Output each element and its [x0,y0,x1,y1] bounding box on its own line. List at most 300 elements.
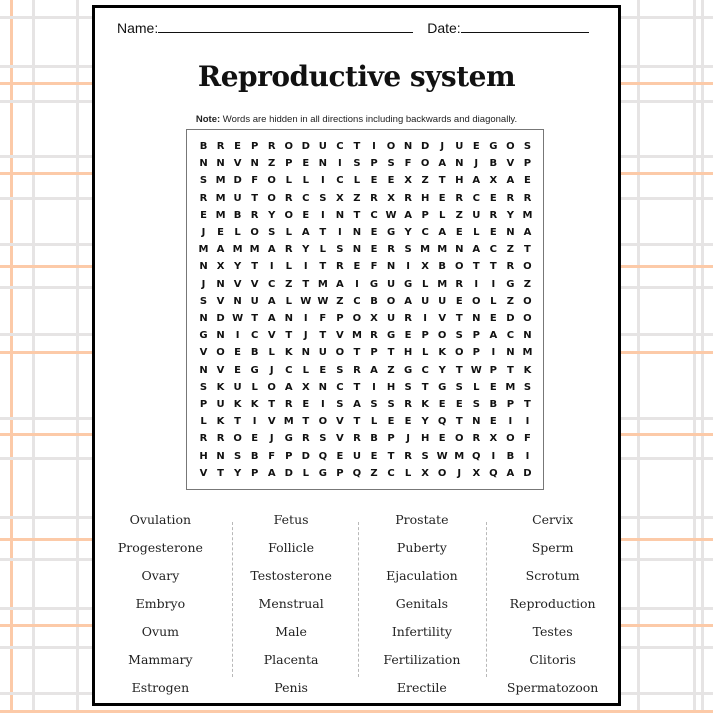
grid-letter[interactable]: P [370,347,378,359]
grid-letter[interactable]: O [420,158,430,170]
grid-letter[interactable]: T [455,416,463,428]
grid-letter[interactable]: U [233,192,242,204]
grid-letter[interactable]: N [506,347,515,359]
grid-letter[interactable]: F [370,261,378,273]
grid-letter[interactable]: C [336,175,344,187]
date-blank-line[interactable] [461,20,589,33]
grid-letter[interactable]: R [387,244,395,256]
grid-letter[interactable]: T [387,347,395,359]
grid-letter[interactable]: S [404,244,412,256]
grid-letter[interactable]: W [436,450,448,462]
grid-letter[interactable]: E [234,141,242,152]
grid-letter[interactable]: E [370,227,378,238]
grid-letter[interactable]: T [524,399,531,410]
grid-letter[interactable]: P [387,433,395,445]
grid-letter[interactable]: X [489,175,498,187]
grid-letter[interactable]: L [421,278,429,290]
grid-letter[interactable]: S [353,158,361,170]
grid-letter[interactable]: T [319,261,327,273]
grid-letter[interactable]: S [387,158,395,170]
grid-letter[interactable]: N [455,244,464,256]
grid-letter[interactable]: J [201,227,206,238]
grid-letter[interactable]: N [523,330,532,342]
grid-letter[interactable]: O [250,227,259,238]
grid-letter[interactable]: C [421,227,429,238]
grid-letter[interactable]: R [284,399,293,410]
grid-letter[interactable]: L [490,295,497,307]
grid-letter[interactable]: Z [455,209,463,221]
grid-letter[interactable]: M [283,416,294,428]
grid-letter[interactable]: N [199,364,208,376]
grid-letter[interactable]: A [404,295,412,307]
grid-letter[interactable]: K [284,347,293,359]
grid-letter[interactable]: Z [506,244,515,256]
grid-letter[interactable]: A [438,227,447,238]
grid-letter[interactable]: X [216,261,225,273]
grid-letter[interactable]: L [285,261,292,273]
grid-letter[interactable]: P [285,158,293,170]
grid-letter[interactable]: T [353,347,361,359]
grid-letter[interactable]: P [250,467,259,479]
grid-letter[interactable]: I [491,278,496,290]
grid-letter[interactable]: N [335,209,345,221]
name-blank-line[interactable] [158,20,413,33]
grid-letter[interactable]: D [523,467,532,479]
grid-letter[interactable]: U [386,278,396,290]
grid-letter[interactable]: E [302,399,310,410]
grid-letter[interactable]: K [438,347,447,359]
grid-letter[interactable]: T [421,381,429,393]
grid-letter[interactable]: I [320,175,325,187]
grid-letter[interactable]: S [523,381,532,393]
grid-letter[interactable]: M [522,209,533,221]
grid-letter[interactable]: O [352,313,362,324]
grid-letter[interactable]: F [251,175,259,187]
grid-letter[interactable]: A [267,467,276,479]
grid-letter[interactable]: L [439,209,446,221]
grid-letter[interactable]: Z [421,175,429,187]
grid-letter[interactable]: X [301,381,310,393]
grid-letter[interactable]: A [506,175,515,187]
grid-letter[interactable]: L [370,416,378,428]
grid-letter[interactable]: Q [352,467,362,479]
grid-letter[interactable]: O [233,433,242,445]
grid-letter[interactable]: D [420,141,430,152]
grid-letter[interactable]: N [216,330,225,342]
grid-letter[interactable]: O [454,261,464,273]
grid-letter[interactable]: M [317,278,328,290]
grid-letter[interactable]: R [506,192,515,204]
grid-letter[interactable]: E [302,158,310,170]
grid-letter[interactable]: B [370,295,378,307]
grid-letter[interactable]: N [233,295,242,307]
grid-letter[interactable]: E [455,295,463,307]
grid-letter[interactable]: O [284,209,293,221]
grid-letter[interactable]: S [523,141,532,152]
grid-letter[interactable]: E [489,192,497,204]
grid-letter[interactable]: G [386,330,396,342]
grid-letter[interactable]: T [251,313,259,324]
grid-letter[interactable]: E [302,209,310,221]
grid-letter[interactable]: C [472,192,480,204]
grid-letter[interactable]: U [472,209,481,221]
grid-letter[interactable]: F [404,158,412,170]
grid-letter[interactable]: O [506,433,515,445]
grid-letter[interactable]: W [317,295,329,307]
grid-letter[interactable]: E [438,433,446,445]
grid-letter[interactable]: X [421,261,429,273]
grid-letter[interactable]: T [319,227,327,238]
grid-letter[interactable]: R [353,433,361,445]
grid-letter[interactable]: V [438,313,447,324]
grid-letter[interactable]: T [353,416,361,428]
grid-letter[interactable]: L [285,175,292,187]
grid-letter[interactable]: I [320,209,325,221]
grid-letter[interactable]: C [489,244,498,256]
grid-letter[interactable]: O [523,261,532,273]
grid-letter[interactable]: O [523,295,532,307]
grid-letter[interactable]: D [506,313,515,324]
grid-letter[interactable]: A [284,381,293,393]
grid-letter[interactable]: R [506,261,515,273]
grid-letter[interactable]: E [472,141,480,152]
grid-letter[interactable]: T [234,416,241,428]
grid-letter[interactable]: S [421,450,429,462]
grid-letter[interactable]: A [472,244,481,256]
grid-letter[interactable]: T [489,261,497,273]
grid-letter[interactable]: R [216,141,225,152]
grid-letter[interactable]: D [216,313,225,324]
grid-letter[interactable]: H [420,433,430,445]
grid-letter[interactable]: S [268,227,276,238]
grid-letter[interactable]: N [352,244,362,256]
grid-letter[interactable]: T [455,313,463,324]
grid-letter[interactable]: O [335,347,345,359]
grid-letter[interactable]: T [302,278,310,290]
grid-letter[interactable]: L [302,467,309,479]
grid-letter[interactable]: G [318,467,327,479]
grid-letter[interactable]: O [284,141,293,152]
grid-letter[interactable]: S [199,175,208,187]
grid-letter[interactable]: B [250,450,259,462]
grid-letter[interactable]: R [472,433,481,445]
grid-letter[interactable]: K [421,399,430,410]
grid-letter[interactable]: L [319,244,327,256]
grid-letter[interactable]: T [251,261,259,273]
grid-letter[interactable]: C [336,141,344,152]
grid-letter[interactable]: I [303,313,308,324]
grid-letter[interactable]: T [455,364,463,376]
grid-letter[interactable]: E [370,175,378,187]
grid-letter[interactable]: N [216,450,225,462]
grid-letter[interactable]: E [489,227,497,238]
grid-letter[interactable]: W [300,295,312,307]
grid-letter[interactable]: Q [318,450,328,462]
grid-letter[interactable]: I [252,416,257,428]
grid-letter[interactable]: N [386,261,396,273]
grid-letter[interactable]: Z [268,158,276,170]
grid-letter[interactable]: R [199,433,208,445]
grid-letter[interactable]: P [472,347,480,359]
grid-letter[interactable]: A [489,330,498,342]
grid-letter[interactable]: V [216,295,225,307]
grid-letter[interactable]: C [250,330,259,342]
grid-letter[interactable]: V [233,278,242,290]
grid-letter[interactable]: L [302,364,309,376]
grid-letter[interactable]: L [234,227,241,238]
grid-letter[interactable]: E [404,330,412,342]
grid-letter[interactable]: R [199,192,208,204]
grid-letter[interactable]: N [250,158,259,170]
grid-letter[interactable]: E [336,450,344,462]
grid-letter[interactable]: G [284,433,293,445]
grid-letter[interactable]: T [353,381,361,393]
grid-letter[interactable]: T [217,467,224,479]
grid-letter[interactable]: R [404,313,412,324]
grid-letter[interactable]: S [199,295,208,307]
grid-letter[interactable]: C [336,381,344,393]
grid-letter[interactable]: S [319,192,327,204]
grid-letter[interactable]: T [319,330,327,342]
grid-letter[interactable]: G [403,364,413,376]
grid-letter[interactable]: R [404,450,412,462]
grid-letter[interactable]: I [372,381,376,393]
grid-letter[interactable]: O [454,347,464,359]
grid-letter[interactable]: I [355,278,359,290]
grid-letter[interactable]: Y [233,467,242,479]
grid-letter[interactable]: P [489,364,498,376]
grid-letter[interactable]: V [267,416,276,428]
grid-letter[interactable]: B [438,261,446,273]
grid-letter[interactable]: Y [506,209,515,221]
grid-letter[interactable]: E [455,227,463,238]
grid-letter[interactable]: S [319,433,327,445]
grid-letter[interactable]: B [506,450,515,462]
grid-letter[interactable]: L [473,381,480,393]
grid-letter[interactable]: R [370,330,378,342]
grid-letter[interactable]: N [506,227,515,238]
grid-letter[interactable]: P [421,209,429,221]
grid-letter[interactable]: B [199,141,208,152]
grid-letter[interactable]: E [370,450,378,462]
grid-letter[interactable]: A [267,295,276,307]
name-field[interactable] [117,20,413,36]
grid-letter[interactable]: A [506,467,515,479]
grid-letter[interactable]: L [404,467,412,479]
grid-letter[interactable]: Z [336,295,344,307]
grid-letter[interactable]: I [474,278,479,290]
grid-letter[interactable]: M [454,450,465,462]
grid-letter[interactable]: C [285,364,293,376]
grid-letter[interactable]: I [491,347,496,359]
grid-letter[interactable]: I [491,450,496,462]
grid-letter[interactable]: O [267,192,276,204]
grid-letter[interactable]: L [200,416,207,428]
grid-letter[interactable]: H [386,381,396,393]
grid-letter[interactable]: K [250,399,259,410]
grid-letter[interactable]: J [303,330,308,342]
grid-letter[interactable]: O [472,295,481,307]
grid-letter[interactable]: M [505,381,516,393]
grid-letter[interactable]: U [386,313,396,324]
grid-letter[interactable]: P [370,158,378,170]
grid-letter[interactable]: R [250,209,259,221]
grid-letter[interactable]: F [268,450,276,462]
grid-letter[interactable]: R [284,244,293,256]
grid-letter[interactable]: H [455,175,464,187]
grid-letter[interactable]: E [404,416,412,428]
grid-letter[interactable]: R [216,433,225,445]
grid-letter[interactable]: V [336,330,344,342]
grid-letter[interactable]: Q [472,450,481,462]
grid-letter[interactable]: M [437,244,448,256]
grid-letter[interactable]: B [250,347,259,359]
grid-letter[interactable]: A [301,227,310,238]
grid-letter[interactable]: S [387,399,395,410]
grid-letter[interactable]: N [403,141,413,152]
grid-letter[interactable]: O [267,175,276,187]
grid-letter[interactable]: U [250,295,259,307]
grid-letter[interactable]: B [233,209,242,221]
grid-letter[interactable]: K [216,381,225,393]
grid-letter[interactable]: J [269,364,274,376]
grid-letter[interactable]: K [233,399,242,410]
grid-letter[interactable]: Z [370,467,378,479]
grid-letter[interactable]: B [489,399,498,410]
grid-letter[interactable]: S [370,399,378,410]
grid-letter[interactable]: N [284,313,293,324]
grid-letter[interactable]: T [268,399,276,410]
grid-letter[interactable]: G [403,278,413,290]
grid-letter[interactable]: X [489,433,498,445]
grid-letter[interactable]: F [524,433,531,445]
grid-letter[interactable]: I [338,227,342,238]
grid-letter[interactable]: G [369,278,379,290]
grid-letter[interactable]: X [336,192,344,204]
grid-letter[interactable]: S [233,450,242,462]
grid-letter[interactable]: Y [302,244,310,256]
grid-letter[interactable]: G [386,227,396,238]
grid-letter[interactable]: R [284,192,293,204]
grid-letter[interactable]: M [198,244,209,256]
grid-letter[interactable]: D [284,467,293,479]
grid-letter[interactable]: M [215,192,226,204]
grid-letter[interactable]: O [386,141,396,152]
grid-letter[interactable]: X [472,467,481,479]
grid-letter[interactable]: U [352,450,361,462]
grid-letter[interactable]: E [234,364,242,376]
grid-letter[interactable]: N [199,313,208,324]
grid-letter[interactable]: A [216,244,225,256]
grid-letter[interactable]: P [421,330,429,342]
grid-letter[interactable]: E [370,244,378,256]
grid-letter[interactable]: S [199,381,208,393]
grid-letter[interactable]: N [472,416,481,428]
grid-letter[interactable]: P [336,467,344,479]
grid-letter[interactable]: R [455,278,464,290]
grid-letter[interactable]: M [437,278,448,290]
grid-letter[interactable]: J [440,141,445,152]
grid-letter[interactable]: M [249,244,260,256]
grid-letter[interactable]: I [508,416,513,428]
grid-letter[interactable]: X [387,192,395,204]
grid-letter[interactable]: Z [353,192,361,204]
grid-letter[interactable]: E [251,433,259,445]
grid-letter[interactable]: S [336,244,344,256]
grid-letter[interactable]: P [250,141,259,152]
grid-letter[interactable]: V [506,158,515,170]
grid-letter[interactable]: M [232,244,243,256]
grid-letter[interactable]: M [215,175,226,187]
grid-letter[interactable]: X [421,467,429,479]
grid-letter[interactable]: E [387,416,395,428]
grid-letter[interactable]: J [474,158,479,170]
grid-letter[interactable]: E [438,192,446,204]
grid-letter[interactable]: Q [489,467,498,479]
grid-letter[interactable]: I [303,261,308,273]
grid-letter[interactable]: V [336,416,344,428]
grid-letter[interactable]: T [353,141,361,152]
grid-letter[interactable]: I [338,158,342,170]
grid-letter[interactable]: N [472,313,481,324]
grid-letter[interactable]: G [506,278,515,290]
grid-letter[interactable]: A [523,227,532,238]
grid-letter[interactable]: O [386,295,396,307]
grid-letter[interactable]: E [319,364,327,376]
grid-letter[interactable]: O [437,330,447,342]
grid-letter[interactable]: I [372,141,376,152]
grid-letter[interactable]: E [387,175,395,187]
grid-letter[interactable]: S [455,381,463,393]
grid-letter[interactable]: U [421,295,430,307]
grid-letter[interactable]: N [216,158,225,170]
date-field[interactable] [427,20,588,36]
grid-letter[interactable]: I [406,261,410,273]
grid-letter[interactable]: R [404,192,412,204]
grid-letter[interactable]: V [336,433,344,445]
grid-letter[interactable]: O [318,416,328,428]
grid-letter[interactable]: C [506,330,515,342]
grid-letter[interactable]: V [233,158,242,170]
grid-letter[interactable]: M [215,209,226,221]
grid-letter[interactable]: V [267,330,276,342]
grid-letter[interactable]: L [285,227,292,238]
grid-letter[interactable]: N [318,158,328,170]
grid-letter[interactable]: B [370,433,378,445]
grid-letter[interactable]: Q [437,416,447,428]
grid-letter[interactable]: U [438,295,447,307]
grid-letter[interactable]: R [455,192,464,204]
grid-letter[interactable]: A [353,399,361,410]
grid-letter[interactable]: Y [421,416,429,428]
grid-letter[interactable]: V [199,347,208,359]
grid-letter[interactable]: P [523,158,532,170]
grid-letter[interactable]: U [318,141,327,152]
grid-letter[interactable]: T [285,330,293,342]
grid-letter[interactable]: E [200,209,207,221]
grid-letter[interactable]: J [457,467,462,479]
grid-letter[interactable]: E [489,313,497,324]
grid-letter[interactable]: S [472,399,480,410]
grid-letter[interactable]: N [216,278,225,290]
grid-letter[interactable]: O [506,141,515,152]
grid-letter[interactable]: N [199,158,208,170]
grid-letter[interactable]: Y [438,364,446,376]
grid-letter[interactable]: C [302,192,310,204]
grid-letter[interactable]: A [336,278,344,290]
grid-letter[interactable]: I [235,330,240,342]
grid-letter[interactable]: L [302,175,309,187]
